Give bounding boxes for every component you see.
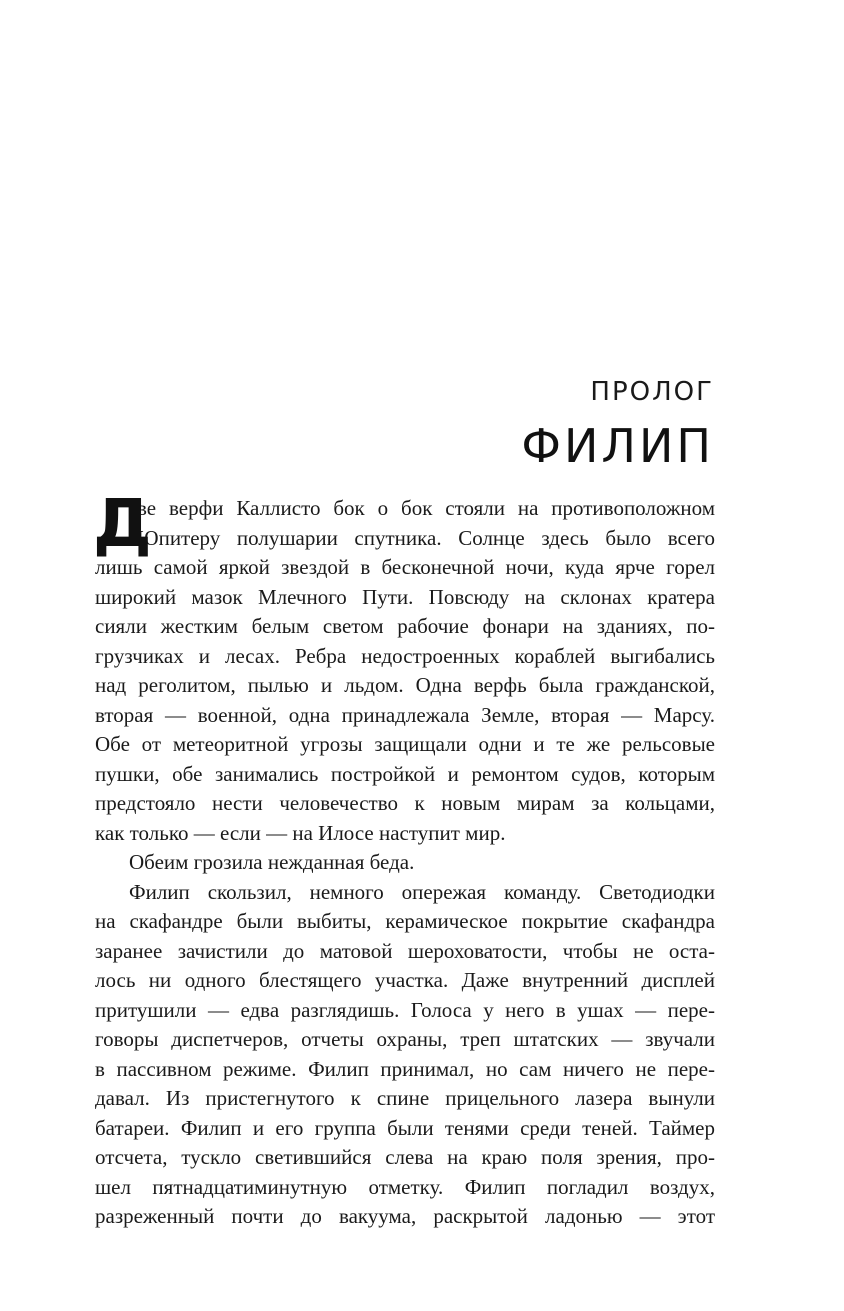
text-line: Юпитеру полушарии спутника. Солнце здесь было всего: [137, 525, 715, 550]
text-line: батареи. Филип и его группа были тенями среди теней. Таймер: [95, 1115, 715, 1140]
text-line: разреженный почти до вакуума, раскрытой ладонью — этот: [95, 1204, 715, 1228]
text-line: над реголитом, пылью и льдом. Одна верфь была гражданской,: [95, 673, 715, 697]
text-line: грузчиках и лесах. Ребра недостроенных кораблей выгибались: [95, 643, 715, 668]
text-line: шел пятнадцатиминутную отметку. Филип погладил воздух,: [95, 1174, 715, 1199]
text-line: предстояло нести человечество к новым мирам за кольцами,: [95, 791, 715, 815]
text-line: как только — если — на Илосе наступит мир.: [95, 820, 506, 845]
text-line: лишь самой яркой звездой в бесконечной ночи, куда ярче горел: [95, 555, 715, 579]
text-line: сияли жестким белым светом рабочие фонари на зданиях, по-: [95, 614, 715, 638]
text-line: в пассивном режиме. Филип принимал, но сам ничего не пере-: [95, 1056, 715, 1081]
text-line: на скафандре были выбиты, керамическое покрытие скафандра: [95, 909, 715, 933]
text-line: лось ни одного блестящего участка. Даже внутренний дисплей: [95, 968, 715, 992]
text-line: ве верфи Каллисто бок о бок стояли на противоположном: [137, 496, 715, 520]
text-line: Обе от метеоритной угрозы защищали одни и те же рельсовые: [95, 732, 715, 756]
text-line: заранее зачистили до матовой шероховатости, чтобы не оста-: [95, 938, 715, 963]
prologue-label: ПРОЛОГ: [590, 377, 714, 407]
chapter-header: [521, 372, 714, 476]
text-line: пушки, обе занимались постройкой и ремонтом судов, которым: [95, 761, 715, 786]
text-line: Обеим грозила нежданная беда.: [129, 850, 415, 874]
text-line: давал. Из пристегнутого к спине прицельного лазера вынули: [95, 1086, 715, 1110]
text-line: вторая — военной, одна принадлежала Земле, вторая — Марсу.: [95, 702, 715, 727]
text-line: говоры диспетчеров, отчеты охраны, треп штатских — звучали: [95, 1027, 715, 1051]
drop-cap: Д: [93, 485, 152, 562]
text-line: отсчета, тускло светившийся слева на краю поля зрения, про-: [95, 1145, 715, 1169]
chapter-title: ФИЛИП: [521, 419, 714, 473]
text-line: широкий мазок Млечного Пути. Повсюду на склонах кратера: [95, 584, 715, 609]
text-line: притушили — едва разглядишь. Голоса у него в ушах — пере-: [95, 997, 715, 1022]
body-text: [93, 485, 715, 1232]
text-line: Филип скользил, немного опережая команду. Светодиодки: [129, 879, 715, 904]
